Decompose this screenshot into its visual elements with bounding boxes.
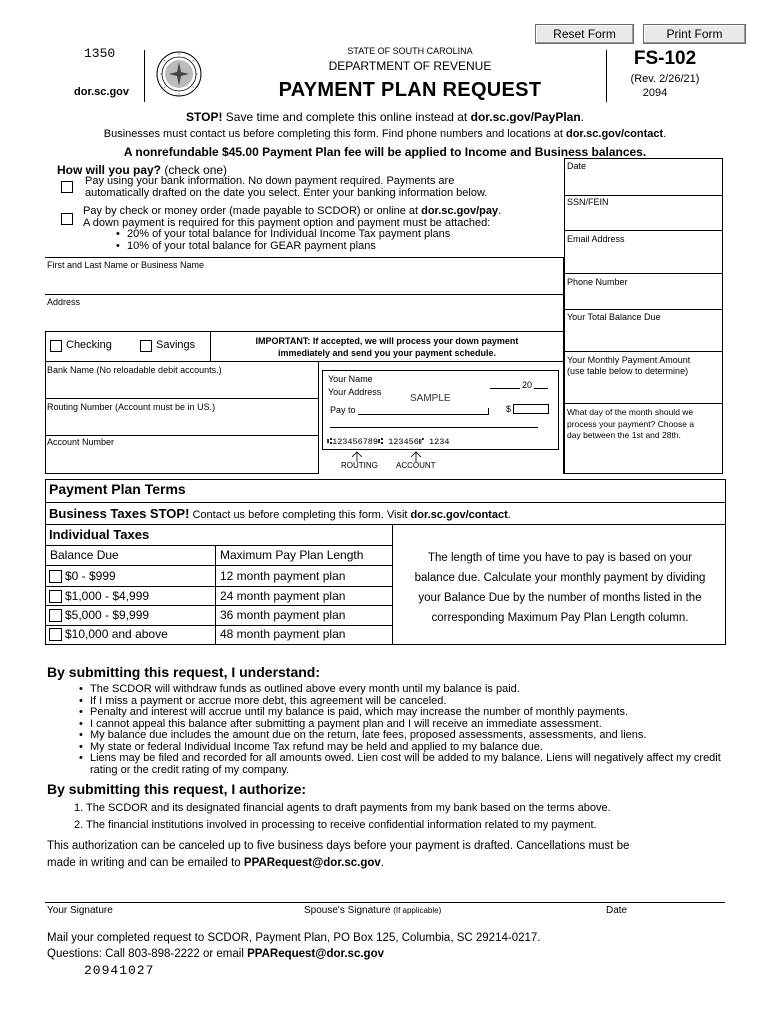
understand-item-3: • Penalty and interest will accrue until my balance is paid, which may increase the number of monthly payments. — [76, 707, 736, 719]
business-notice: Businesses must contact us before completing this form. Find phone numbers and locations at dor.sc.gov/contact. — [103, 128, 667, 140]
fee-notice: A nonrefundable $45.00 Payment Plan fee will be applied to Income and Business balances. — [123, 145, 647, 159]
your-signature-field[interactable] — [46, 884, 302, 902]
address-label: Address — [47, 297, 81, 307]
plan-terms-title: Payment Plan Terms — [49, 481, 186, 497]
cancellation-notice: This authorization can be canceled up to five business days before your payment is drafted. Cancellations must be made in writing and can be emailed to PPARequest@dor.sc.gov. — [47, 840, 630, 869]
reset-form-button[interactable]: Reset Form — [535, 24, 634, 44]
understand-item-4: • I cannot appeal this balance after submitting a payment plan and I will receive an immediate assessment. — [76, 719, 736, 731]
checking-checkbox[interactable] — [50, 340, 62, 352]
balance-range-3: $5,000 - $9,999 — [65, 608, 150, 622]
routing-caption: ROUTING — [341, 461, 378, 470]
check-pay-to: Pay to — [330, 405, 356, 415]
cancel-email-link[interactable]: PPARequest@dor.sc.gov — [243, 857, 381, 869]
pay-check-option: Pay by check or money order (made payable to SCDOR) or online at dor.sc.gov/pay. A down payment is required for this payment option and payment must be attached: • 20% of your total balance for Individual Income Tax payment plans • 10% of your total balance for GEAR payment plans — [83, 206, 501, 252]
state-name: STATE OF SOUTH CAROLINA — [347, 46, 473, 56]
down-payment-bullet-income: • 20% of your total balance for Individual Income Tax payment plans — [113, 229, 501, 241]
pay-bank-checkbox[interactable] — [61, 181, 73, 193]
email-label: Email Address — [567, 234, 625, 244]
down-payment-bullet-gear: • 10% of your total balance for GEAR payment plans — [113, 241, 501, 253]
department-name: DEPARTMENT OF REVENUE — [328, 59, 492, 73]
bank-name-field[interactable] — [46, 377, 316, 397]
routing-number-label: Routing Number (Account must be in US.) — [47, 402, 216, 412]
pay-method-heading: How will you pay? (check one) — [57, 163, 228, 177]
payplan-link[interactable]: dor.sc.gov/PayPlan — [470, 110, 581, 124]
spouse-signature-label: Spouse's Signature (If applicable) — [304, 905, 442, 916]
understand-heading: By submitting this request, I understand: — [47, 664, 321, 680]
check-your-address: Your Address — [328, 387, 382, 397]
print-form-button[interactable]: Print Form — [643, 24, 746, 44]
understand-list — [76, 684, 736, 776]
understand-item-6: • My state or federal Individual Income Tax refund may be held and applied to my balance due. — [76, 742, 736, 754]
check-sample-watermark: SAMPLE — [410, 393, 451, 404]
check-amount-box — [513, 404, 549, 414]
balance-field[interactable] — [565, 324, 722, 348]
checking-label: Checking — [66, 339, 112, 351]
understand-item-2: • If I miss a payment or accrue more debt, this agreement will be canceled. — [76, 696, 736, 708]
contact-link[interactable]: dor.sc.gov/contact — [565, 128, 664, 140]
understand-item-5: • My balance due includes the amount due on the return, late fees, proposed assessments, assessments, and liens. — [76, 730, 736, 742]
revision-date: (Rev. 2/26/21) — [630, 73, 700, 85]
balance-option-checkbox-3[interactable] — [49, 609, 62, 622]
understand-item-1: • The SCDOR will withdraw funds as outlined above every month until my balance is paid. — [76, 684, 736, 696]
payment-day-field[interactable] — [565, 444, 722, 472]
form-code: 1350 — [84, 46, 116, 61]
phone-label: Phone Number — [567, 277, 628, 287]
plan-contact-link[interactable]: dor.sc.gov/contact — [410, 509, 508, 521]
email-field[interactable] — [565, 246, 722, 270]
website: dor.sc.gov — [74, 86, 130, 98]
account-number-field[interactable] — [46, 449, 316, 471]
max-length-header: Maximum Pay Plan Length — [220, 548, 364, 562]
date-label: Date — [567, 161, 587, 171]
check-micr-line: ⑆123456789⑆ 123456⑈ 1234 — [327, 437, 450, 447]
understand-item-7: • Liens may be filed and recorded for all amounts owed. Lien cost will be added to my balance. Liens will negatively affect my credit rating or the credit rating of my company. — [76, 753, 736, 776]
individual-taxes-heading: Individual Taxes — [49, 527, 150, 542]
balance-option-checkbox-1[interactable] — [49, 570, 62, 583]
plan-length-explanation: The length of time you have to pay is based on your balance due. Calculate your monthly payment by dividing your Balance Due by the number of months listed in the corresponding Maximum Pay Plan Length column. — [414, 552, 706, 624]
savings-label: Savings — [156, 339, 196, 351]
account-caption: ACCOUNT — [396, 461, 436, 470]
pay-check-checkbox[interactable] — [61, 213, 73, 225]
questions-email-link[interactable]: PPARequest@dor.sc.gov — [247, 948, 384, 960]
authorize-item-1: 1. The SCDOR and its designated financial agents to draft payments from my bank based on the terms above. — [74, 802, 611, 814]
mailing-instructions: Mail your completed request to SCDOR, Payment Plan, PO Box 125, Columbia, SC 29214-0217. Questions: Call 803-898-2222 or email PPARequest@dor.sc.gov — [47, 932, 541, 960]
plan-length-2: 24 month payment plan — [220, 589, 346, 603]
balance-range-2: $1,000 - $4,999 — [65, 589, 150, 603]
check-your-name: Your Name — [328, 374, 373, 384]
phone-field[interactable] — [565, 289, 722, 307]
routing-number-field[interactable] — [46, 414, 316, 434]
pay-link[interactable]: dor.sc.gov/pay — [421, 205, 499, 217]
revision-code: 2094 — [642, 87, 668, 99]
authorize-item-2: 2. The financial institutions involved in processing to receive confidential information related to my payment. — [74, 819, 597, 831]
your-signature-label: Your Signature — [47, 905, 113, 916]
savings-checkbox[interactable] — [140, 340, 152, 352]
check-dollar-sign: $ — [506, 404, 512, 414]
bank-name-label: Bank Name (No reloadable debit accounts.) — [47, 365, 222, 375]
monthly-payment-field[interactable] — [565, 379, 722, 401]
payment-day-label: What day of the month should we process your payment? Choose a day between the 1st and 28th. — [567, 407, 695, 440]
plan-length-3: 36 month payment plan — [220, 608, 346, 622]
ssn-label: SSN/FEIN — [567, 197, 609, 207]
name-field[interactable] — [46, 272, 562, 293]
spouse-signature-field[interactable] — [304, 884, 602, 902]
pay-bank-option: Pay using your bank information. No down payment required. Payments are automatically drafted on the date you select. Enter your banking information below. — [85, 175, 488, 199]
monthly-payment-label: Your Monthly Payment Amount (use table below to determine) — [567, 355, 691, 376]
account-number-label: Account Number — [47, 437, 115, 447]
authorize-list — [74, 800, 611, 834]
important-notice: IMPORTANT: If accepted, we will process your down payment immediately and send you your payment schedule. — [255, 336, 519, 358]
balance-range-4: $10,000 and above — [65, 627, 168, 641]
barcode-number: 20941027 — [84, 963, 155, 978]
balance-due-header: Balance Due — [50, 548, 119, 562]
form-number: FS-102 — [633, 48, 697, 69]
balance-option-checkbox-4[interactable] — [49, 628, 62, 641]
balance-label: Your Total Balance Due — [567, 312, 661, 322]
balance-range-1: $0 - $999 — [65, 569, 116, 583]
plan-length-4: 48 month payment plan — [220, 627, 346, 641]
check-year: 20 — [522, 380, 533, 390]
signature-date-label: Date — [606, 905, 628, 916]
date-field[interactable] — [565, 173, 722, 193]
page-title: PAYMENT PLAN REQUEST — [278, 79, 542, 101]
business-stop-notice: Business Taxes STOP! Contact us before completing this form. Visit dor.sc.gov/contact. — [49, 506, 511, 521]
balance-option-checkbox-2[interactable] — [49, 590, 62, 603]
name-label: First and Last Name or Business Name — [47, 260, 205, 270]
ssn-field[interactable] — [565, 209, 722, 229]
plan-length-1: 12 month payment plan — [220, 569, 346, 583]
authorize-heading: By submitting this request, I authorize: — [47, 781, 307, 797]
address-field[interactable] — [46, 309, 562, 330]
state-seal-image — [152, 50, 206, 98]
signature-date-field[interactable] — [604, 884, 722, 902]
stop-notice: STOP! Save time and complete this online instead at dor.sc.gov/PayPlan. — [186, 110, 584, 124]
